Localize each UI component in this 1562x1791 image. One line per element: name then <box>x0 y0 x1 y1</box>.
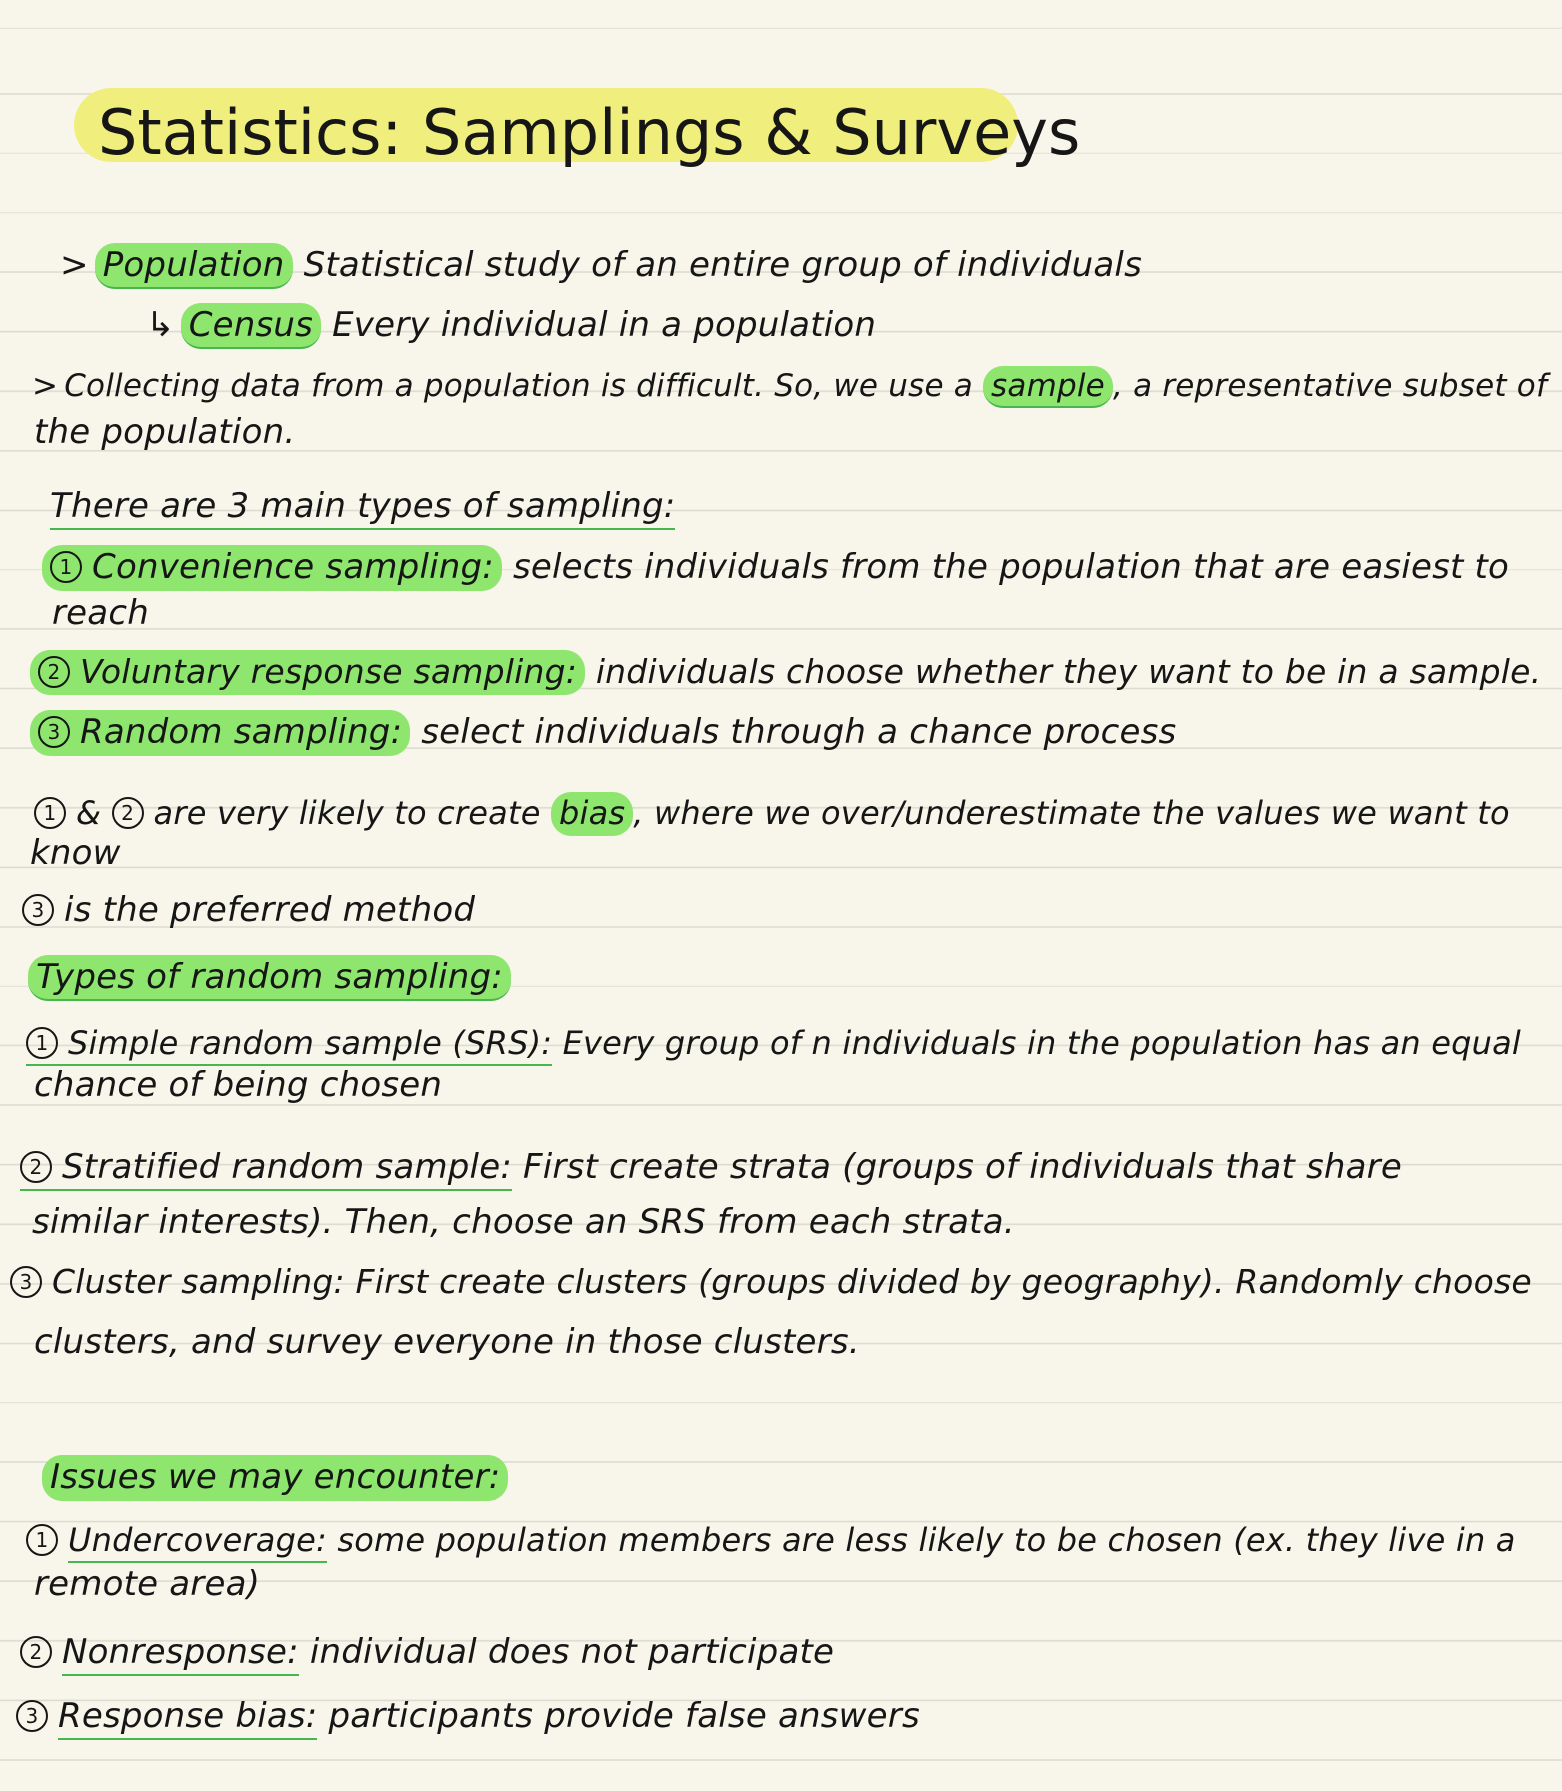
voluntary-term: Voluntary response sampling: <box>80 652 578 691</box>
population-definition: Statistical study of an entire group of individuals <box>303 245 1142 285</box>
collecting-text-post: , a representative subset of <box>1112 368 1548 404</box>
undercoverage-definition: some population members are less likely to be chosen (ex. they live in a <box>337 1521 1516 1559</box>
nonresponse-item <box>20 1630 834 1674</box>
bias-text-pre: are very likely to create <box>153 794 541 832</box>
undercoverage-term: Undercoverage: <box>68 1521 327 1563</box>
collecting-text-pre: Collecting data from a population is difficult. So, we use a <box>64 368 973 404</box>
census-definition: Every individual in a population <box>332 305 877 345</box>
voluntary-term-highlight <box>30 650 585 695</box>
voluntary-item <box>30 650 1541 694</box>
number-badge: 2 <box>112 797 144 829</box>
number-badge: 2 <box>38 656 70 688</box>
srs-item-line2 <box>34 1063 442 1107</box>
census-term: Census <box>181 303 321 349</box>
number-badge: 3 <box>16 1700 48 1732</box>
bias-line-2 <box>30 831 121 875</box>
number-badge: 1 <box>50 551 82 583</box>
number-badge: 1 <box>26 1027 58 1059</box>
random-term-highlight <box>30 710 410 756</box>
nonresponse-term: Nonresponse: <box>62 1632 299 1676</box>
random-term: Random sampling: <box>80 712 403 752</box>
convenience-term: Convenience sampling: <box>92 547 494 587</box>
cluster-item <box>10 1260 1532 1304</box>
collecting-line-2 <box>34 410 295 454</box>
cluster-definition: First create clusters (groups divided by geography). Randomly choose <box>355 1262 1532 1301</box>
response-bias-item <box>16 1694 920 1738</box>
sampling-types-heading-text: There are 3 main types of sampling: <box>50 486 675 530</box>
number-badge: 1 <box>26 1524 58 1556</box>
convenience-definition-line2: reach <box>52 593 149 633</box>
random-definition: select individuals through a chance process <box>421 712 1177 752</box>
number-badge: 1 <box>34 797 66 829</box>
response-bias-definition: participants provide false answers <box>328 1696 920 1736</box>
preferred-line <box>22 888 475 932</box>
stratified-term: Stratified random sample: <box>62 1147 512 1187</box>
number-badge: 3 <box>10 1266 42 1298</box>
cluster-term: Cluster sampling: <box>52 1262 345 1301</box>
srs-item <box>26 1021 1521 1065</box>
response-bias-term: Response bias: <box>58 1696 317 1740</box>
issues-heading-text: Issues we may encounter: <box>42 1455 508 1501</box>
bullet-arrow-icon: > <box>32 368 59 404</box>
cluster-definition-line2: clusters, and survey everyone in those clusters. <box>34 1322 860 1362</box>
srs-definition: Every group of n individuals in the population has an equal <box>562 1024 1522 1062</box>
voluntary-definition: individuals choose whether they want to be in a sample. <box>595 652 1542 691</box>
cluster-item-line2 <box>34 1320 860 1364</box>
undercoverage-item <box>26 1518 1516 1562</box>
convenience-term-highlight <box>42 545 502 591</box>
preferred-text: is the preferred method <box>64 890 476 930</box>
collecting-text-line2: the population. <box>34 412 296 452</box>
undercoverage-item-line2 <box>34 1562 260 1606</box>
bias-text-post: , where we over/underestimate the values we want to <box>633 794 1510 832</box>
stratified-definition-line2: similar interests). Then, choose an SRS from each strata. <box>32 1202 1015 1242</box>
stratified-item-line2 <box>32 1200 1015 1244</box>
sample-term: sample <box>983 366 1113 408</box>
bias-line-1 <box>34 791 1510 835</box>
number-badge: 3 <box>22 894 54 926</box>
census-line <box>146 303 876 347</box>
srs-definition-line2: chance of being chosen <box>34 1065 443 1105</box>
collecting-line-1 <box>32 364 1547 408</box>
random-types-heading <box>28 955 511 999</box>
srs-term-underline <box>26 1024 552 1066</box>
stratified-item <box>20 1145 1402 1189</box>
convenience-definition: selects individuals from the population that are easiest to <box>512 547 1510 587</box>
population-term: Population <box>95 243 293 289</box>
number-badge: 2 <box>20 1151 52 1183</box>
bias-term: bias <box>551 792 633 836</box>
sampling-types-heading <box>50 484 675 528</box>
issues-heading <box>42 1455 508 1499</box>
sub-arrow-icon: ↳ <box>146 305 175 345</box>
random-item <box>30 710 1176 754</box>
population-line <box>60 243 1142 287</box>
bullet-arrow-icon: > <box>60 245 89 285</box>
random-types-heading-text: Types of random sampling: <box>28 955 511 1001</box>
undercoverage-definition-line2: remote area) <box>34 1564 261 1604</box>
page-title: Statistics: Samplings & Surveys <box>98 96 1081 169</box>
srs-term: Simple random sample (SRS): <box>68 1024 553 1062</box>
nonresponse-definition: individual does not participate <box>309 1632 835 1672</box>
stratified-term-underline <box>20 1147 512 1191</box>
ampersand: & <box>76 794 102 832</box>
number-badge: 3 <box>38 716 70 748</box>
number-badge: 2 <box>20 1636 52 1668</box>
bias-text-line2: know <box>30 833 121 873</box>
convenience-item <box>42 545 1509 589</box>
stratified-definition: First create strata (groups of individuals that share <box>523 1147 1402 1187</box>
convenience-item-line2 <box>52 591 149 635</box>
